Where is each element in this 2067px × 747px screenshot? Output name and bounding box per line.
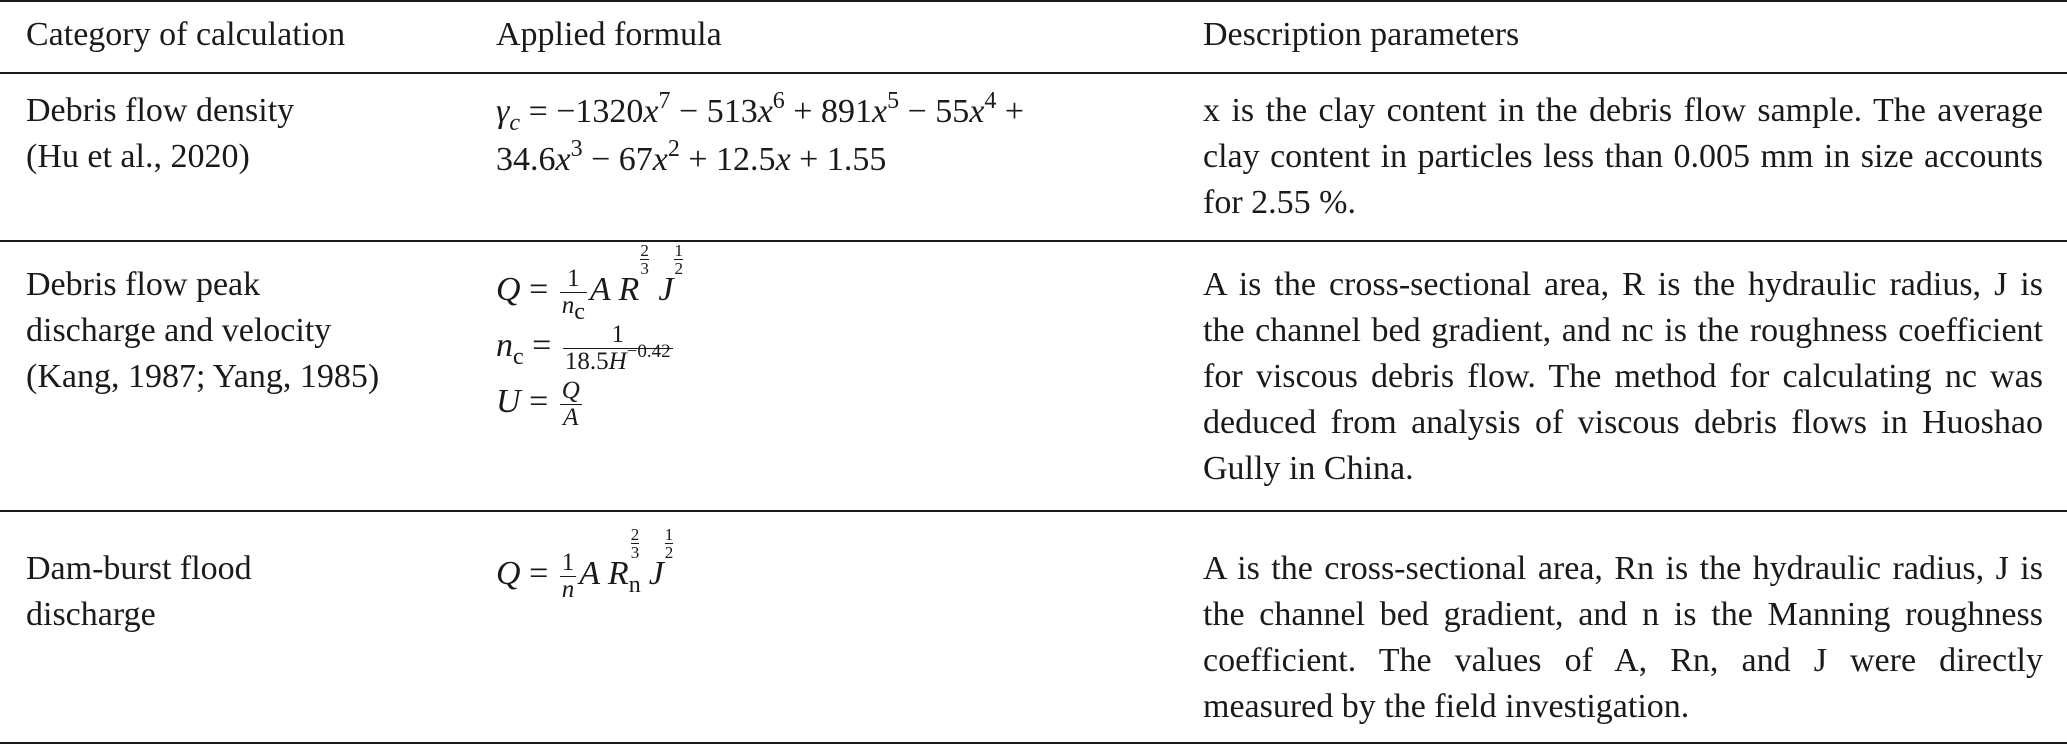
- row-1-formula: $\gamma_c = -1320x^7 - 513x^6 + 891x^5 - 55x^4$ + $34.6x^3 - 67x^2 + 12.5x + 1.55$: [496, 87, 1025, 178]
- row-1-rule: [0, 240, 2067, 242]
- header-description: Description parameters: [1203, 16, 1520, 53]
- row-2-rule: [0, 510, 2067, 512]
- row-1-description: x is the clay content in the debris flow sample. The average clay content in particles less than 0.005 mm in size accounts for 2.55 %.: [1203, 92, 2043, 221]
- row-3-category-line-1: Dam-burst flood: [26, 550, 252, 587]
- table-bottom-rule: [0, 742, 2067, 744]
- row-1-category: [26, 88, 466, 180]
- table-top-rule: [0, 0, 2067, 2]
- row-2-description: A is the cross-sectional area, R is the hydraulic radius, J is the channel bed gradient, and nc is the roughness coefficient for viscous debris flow. The method for calculating nc was deduced from analysis of viscous debris flows in Huoshao Gully in China.: [1203, 266, 2043, 487]
- row-1-category-line: Debris flow density: [26, 92, 295, 129]
- header-category: Category of calculation: [26, 16, 346, 53]
- row-1-category-citation: (Hu et al., 2020): [26, 138, 250, 175]
- header-rule: [0, 72, 2067, 74]
- row-2-formula: Q = $\frac{1}{n_c}$ A R $\frac{2}{3}$ J $\frac{1}{2}$ $n_c$ = $\frac{1}{18.5H^{-0.42}}$ U = $\frac{Q}{A}$: [496, 241, 683, 431]
- row-2-category-line-2: discharge and velocity: [26, 312, 332, 349]
- row-2-category-line-1: Debris flow peak: [26, 266, 261, 303]
- row-3-category: [26, 546, 466, 638]
- row-2-category: [26, 262, 466, 400]
- row-2-category-citation: (Kang, 1987; Yang, 1985): [26, 358, 380, 395]
- row-3-description: A is the cross-sectional area, Rn is the hydraulic radius, J is the channel bed gradient, and n is the Manning roughness coefficient. The values of A, Rn, and J were directly measured by the field investigation.: [1203, 550, 2043, 725]
- row-3-formula: Q = $\frac{1}{n}$ A $R_n$ $\frac{2}{3}$ J $\frac{1}{2}$: [496, 525, 674, 603]
- row-3-category-line-2: discharge: [26, 596, 156, 633]
- header-formula: Applied formula: [496, 16, 722, 53]
